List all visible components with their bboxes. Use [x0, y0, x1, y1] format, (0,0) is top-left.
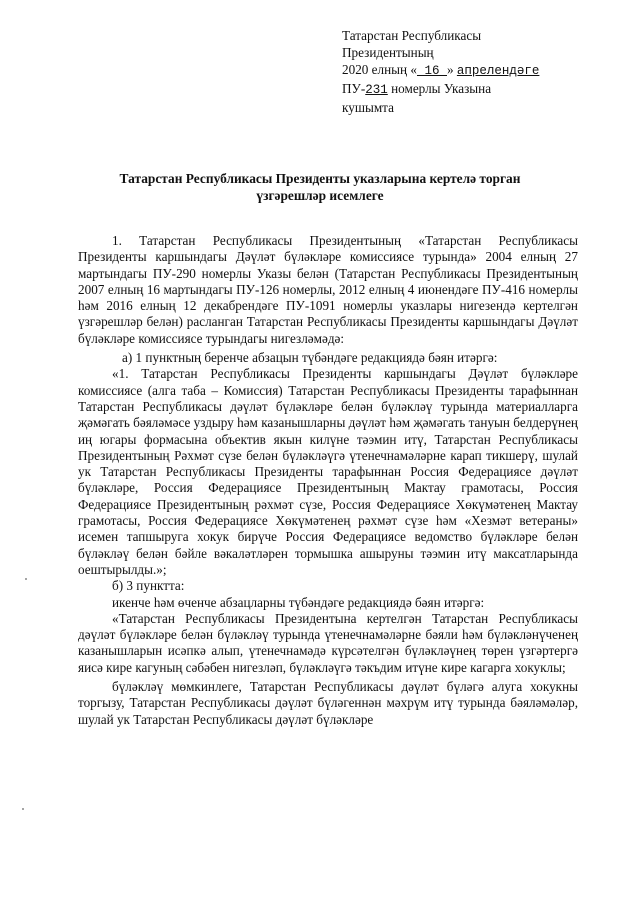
header-line-president: Президентының — [342, 45, 434, 60]
paragraph-quote-2: «Татарстан Республикасы Президентына кертелгән Татарстан Республикасы дәүләт бүләкләре белән бүләкләү турында үтенечнамәләрне бәяли һәм бүләкләнүченең казанышларын исәпкә алып, үтенечнамәдә күрсәтелгән бүләкләүнең төрен үзгәртергә яисә кире кагуның сәбәбен нигезләп, бүләкләүгә тәкъдим итүне кире кагарга хокуклы; — [78, 610, 578, 675]
pu-suffix: номерлы Указына — [387, 81, 492, 96]
paragraph-abzac: икенче һәм өченче абзацларны түбәндәге редакциядә бәян итәргә: — [112, 594, 485, 610]
date-mid: » — [447, 62, 457, 77]
paragraph-continued: бүләкләү мөмкинлеге, Татарстан Республикасы дәүләт бүләгә алуга хокукны торгызу, Татарстан Республикасы дәүләт бүләгеннән мәхрүм итү турында бәяләмәләр, шулай ук Татарстан Республикасы дәүләт бүләкләре — [78, 679, 578, 727]
paragraph-item-a: а) 1 пунктның беренче абзацын түбәндәге редакциядә бәян итәргә: — [122, 350, 498, 366]
header-line-appendix: кушымта — [342, 100, 394, 115]
scan-speck — [22, 808, 24, 810]
header-line-republic: Татарстан Республикасы — [342, 28, 482, 43]
paragraph-quote-1: «1. Татарстан Республикасы Президенты каршындагы Дәүләт бүләкләре комиссиясе (алга таба – Комиссия) Татарстан Республикасы Президенты тарафыннан Татарстан Республикасы дәүләт бүләкләре белән бүләкләү турында материалларга җәмәгать бәяләмәсе уздыру һәм казанышларны дәүләт һәм җәмәгать тануын белдерүнең иң югары формасына объектив якын килүне тәэмин итү, Татарстан Республикасы Президентының Рәхмәт сүзе белән бүләкләүгә үтенечнамәләрне карап тикшерү, шулай ук Татарстан Республикасы Президенты тарафыннан Россия Федерациясе дәүләт бүләкләре, Россия Федерациясе Президентының Мактау грамотасы, Россия Федерациясе Президентының рәхмәт сүзе, Россия Федерациясе Хөкүмәтенең Мактау грамотасы, Россия Федерациясе Хөкүмәтенең рәхмәт сүзе һәм «Хезмәт ветераны» исемен тапшыруга хокук бирүче Россия Федерациясе ведомство бүләкләре белән бүләкләү белән бәйле вәкаләтләрен тормышка ашыруны тәэмин итү максатларында оештырылды.»; — [78, 366, 578, 577]
title-line-2: үзгәрешләр исемлеге — [256, 188, 384, 203]
pu-number: 231 — [365, 83, 388, 97]
paragraph-1: 1. Татарстан Республикасы Президентының «Татарстан Республикасы Президенты каршындагы Дәүләт бүләкләре комиссиясе турында» 2004 елның 27 мартындагы ПУ-290 номерлы Указы белән (Татарстан Республикасы Президентының 2007 елның 16 мартындагы ПУ-126 номерлы, 2012 елның 4 июнендәге ПУ-416 номерлы һәм 2016 елның 12 декабрендәге ПУ-1091 номерлы указлары нигезендә кертелгән үзгәрешләр белән) расланган Татарстан Республикасы Президенты каршындагы Дәүләт бүләкләре комиссиясе турындагы нигезләмәдә: — [78, 233, 578, 346]
appendix-header — [342, 27, 602, 116]
header-line-decree — [342, 80, 602, 99]
title-line-1: Татарстан Республикасы Президенты указларына кертелә торган — [119, 171, 521, 186]
document-body — [78, 233, 578, 728]
date-day: 16 — [416, 64, 447, 78]
document-title — [60, 170, 580, 204]
date-month: апрелендәге — [456, 64, 540, 78]
scan-speck — [25, 578, 27, 580]
pu-prefix: ПУ- — [342, 81, 366, 96]
date-prefix: 2020 елның « — [342, 62, 417, 77]
paragraph-item-b: б) 3 пунктта: — [112, 578, 185, 594]
header-line-date — [342, 61, 602, 80]
